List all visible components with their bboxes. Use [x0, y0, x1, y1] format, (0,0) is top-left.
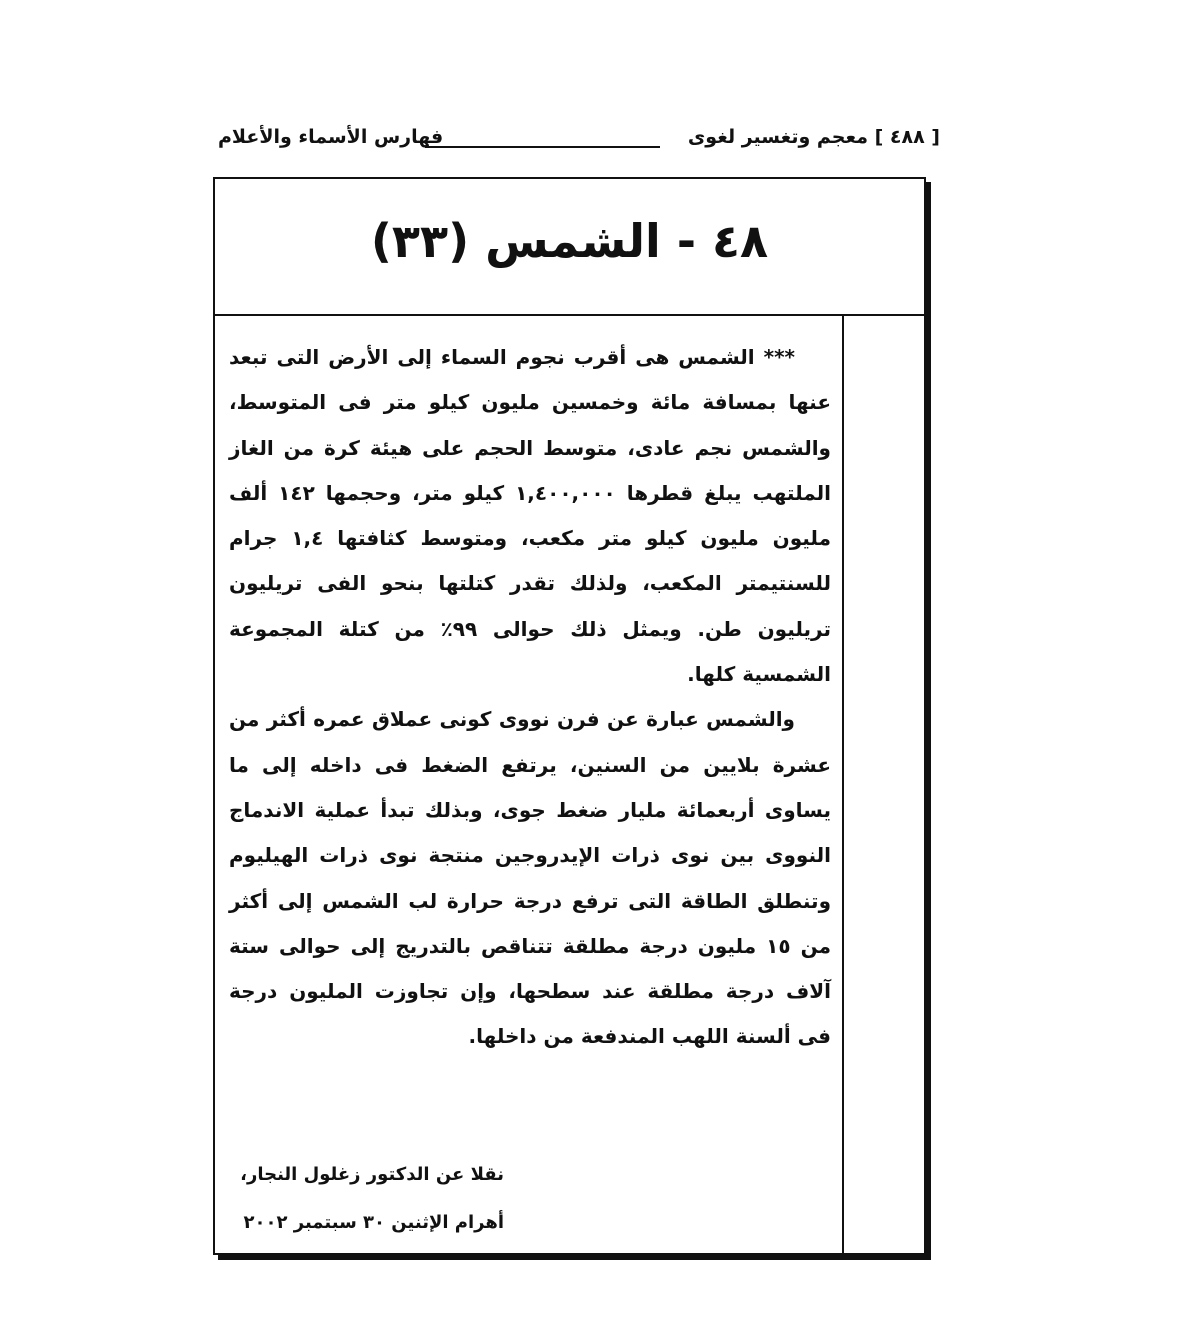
header-section-title: فهارس الأسماء والأعلام — [218, 126, 444, 148]
entry-box — [213, 177, 926, 1255]
margin-column-divider — [842, 316, 844, 1253]
running-header — [218, 122, 940, 158]
header-page-and-book-title: [ ٤٨٨ ] معجم وتغسير لغوى — [687, 126, 940, 148]
entry-body — [229, 335, 831, 1060]
entry-citation — [240, 1151, 504, 1247]
entry-title: ٤٨ - الشمس (٣٣) — [370, 214, 769, 268]
entry-paragraph: والشمس عبارة عن فرن نووى كونى عملاق عمره أكثر من عشرة بلايين من السنين، يرتفع الضغط فى داخله إلى ما يساوى أربعمائة مليار ضغط جوى، وبذلك تبدأ عملية الاندماج النووى بين نوى ذرات الإيدروجين منتجة نوى ذرات الهيليوم وتنطلق الطاقة التى ترفع درجة حرارة لب الشمس إلى أكثر من ١٥ مليون درجة مطلقة تتناقص بالتدريج إلى حوالى ستة آلاف درجة مطلقة عند سطحها، وإن تجاوزت المليون درجة فى ألسنة اللهب المندفعة من داخلها. — [229, 707, 832, 1049]
entry-title-area — [215, 179, 924, 316]
header-rule — [425, 146, 660, 148]
citation-source: نقلا عن الدكتور زغلول النجار، — [240, 1164, 504, 1185]
entry-paragraph: *** الشمس هى أقرب نجوم السماء إلى الأرض التى تبعد عنها بمسافة مائة وخمسين مليون كيلو متر فى المتوسط، والشمس نجم عادى، متوسط الحجم على هيئة كرة من الغاز الملتهب يبلغ قطرها ١,٤٠٠,٠٠٠ كيلو متر، وحجمها ١٤٢ ألف مليون مليون كيلو متر مكعب، ومتوسط كثافتها ١,٤ جرام للسنتيمتر المكعب، ولذلك تقدر كتلتها بنحو الفى تريليون تريليون طن. ويمثل ذلك حوالى ٩٩٪ من كتلة المجموعة الشمسية كلها. — [229, 345, 831, 687]
citation-date: أهرام الإثنين ٣٠ سبتمبر ٢٠٠٢ — [243, 1212, 504, 1233]
